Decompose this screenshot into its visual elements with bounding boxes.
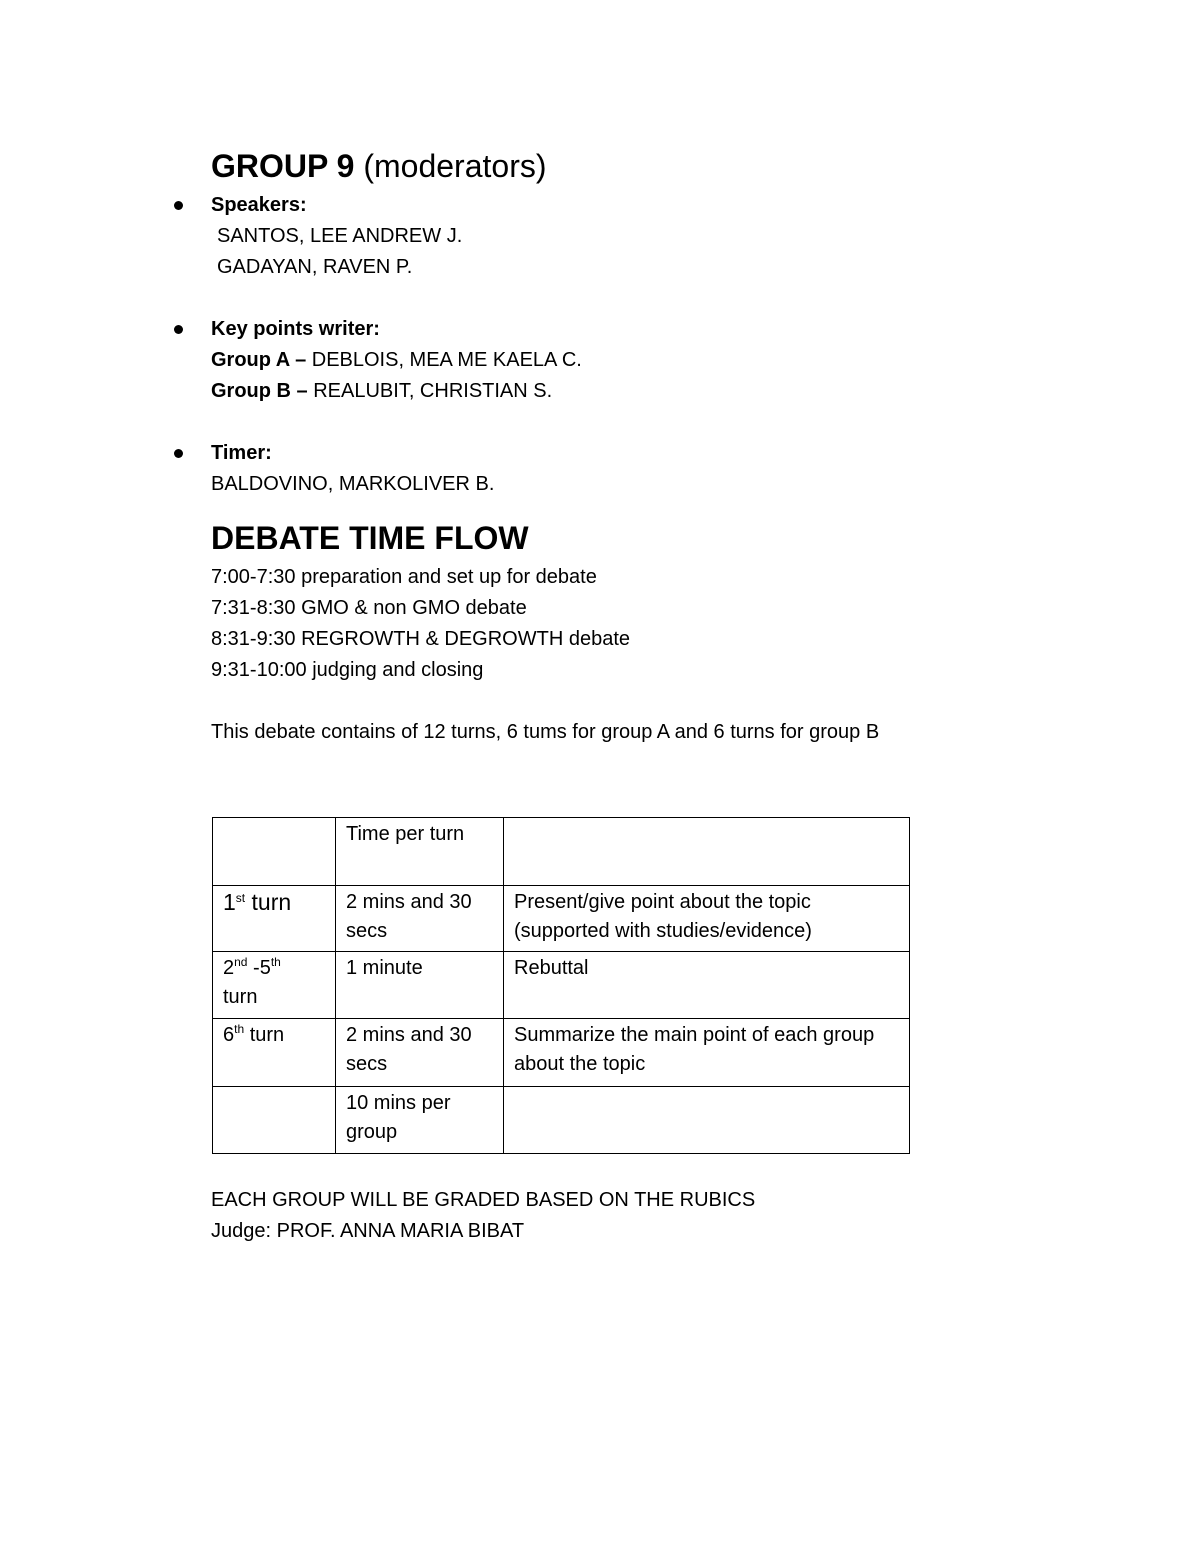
turn-label	[213, 1019, 336, 1087]
key-points-label: Key points writer:	[211, 318, 380, 340]
total-time: 10 mins per group	[336, 1087, 504, 1154]
table-header-time: Time per turn	[336, 818, 504, 886]
spacer	[211, 407, 971, 438]
table-cell	[504, 818, 910, 886]
group-b-label: Group B –	[211, 380, 308, 402]
time-flow-item: 8:31-9:30 REGROWTH & DEGROWTH debate	[211, 628, 631, 650]
turn-time: 2 mins and 30 secs	[336, 1019, 504, 1087]
turn-word: turn	[245, 889, 292, 915]
turn-description: Present/give point about the topic (supported with studies/evidence)	[504, 886, 910, 952]
turn-word: turn	[223, 986, 258, 1008]
turn-ordinal: nd	[234, 955, 248, 969]
speaker-name: SANTOS, LEE ANDREW J.	[217, 225, 463, 247]
timer-section	[211, 438, 971, 500]
turn-time: 1 minute	[336, 952, 504, 1019]
group-title	[211, 142, 971, 190]
bullet-icon	[174, 449, 183, 458]
group-b-name: REALUBIT, CHRISTIAN S.	[307, 380, 553, 402]
table-row	[213, 886, 910, 952]
key-points-section	[211, 314, 971, 407]
judge-line: Judge: PROF. ANNA MARIA BIBAT	[211, 1220, 525, 1242]
time-flow-item: 7:00-7:30 preparation and set up for debate	[211, 566, 597, 588]
group-a-writer	[211, 345, 971, 376]
grading-note: EACH GROUP WILL BE GRADED BASED ON THE RUBICS	[211, 1189, 756, 1211]
timer-name: BALDOVINO, MARKOLIVER B.	[211, 473, 495, 495]
bullet-icon	[174, 325, 183, 334]
group-a-name: DEBLOIS, MEA ME KAELA C.	[306, 349, 582, 371]
turn-word: turn	[244, 1024, 285, 1046]
table-header-row	[213, 818, 910, 886]
turn-range: -5	[247, 957, 271, 979]
group-title-bold: GROUP 9	[211, 148, 355, 184]
spacer	[211, 686, 971, 717]
table-cell	[213, 1087, 336, 1154]
timer-label: Timer:	[211, 442, 272, 464]
turns-table	[212, 817, 910, 1154]
speakers-label: Speakers:	[211, 194, 307, 216]
bullet-icon	[174, 201, 183, 210]
time-flow-item: 9:31-10:00 judging and closing	[211, 659, 484, 681]
turn-label	[213, 886, 336, 952]
turn-number: 6	[223, 1024, 235, 1046]
turn-description: Summarize the main point of each group about the topic	[504, 1019, 910, 1087]
speaker-name: GADAYAN, RAVEN P.	[217, 256, 413, 278]
spacer	[211, 283, 971, 314]
group-title-rest: (moderators)	[354, 148, 547, 184]
document-content	[211, 142, 971, 748]
speakers-section	[211, 190, 971, 283]
turn-ordinal: st	[235, 891, 246, 905]
turn-number: 1	[223, 889, 236, 915]
time-flow-item: 7:31-8:30 GMO & non GMO debate	[211, 597, 527, 619]
turn-label	[213, 952, 336, 1019]
table-row	[213, 1019, 910, 1087]
table-total-row	[213, 1087, 910, 1154]
turn-ordinal: th	[270, 955, 281, 969]
time-flow-heading: DEBATE TIME FLOW	[211, 520, 529, 556]
group-b-writer	[211, 376, 971, 407]
table-row	[213, 952, 910, 1019]
turn-description: Rebuttal	[504, 952, 910, 1019]
group-a-label: Group A –	[211, 349, 307, 371]
turns-summary: This debate contains of 12 turns, 6 tums for group A and 6 turns for group B	[211, 721, 880, 743]
table-cell	[213, 818, 336, 886]
table-cell	[504, 1087, 910, 1154]
turn-ordinal: th	[234, 1022, 245, 1036]
turn-time: 2 mins and 30 secs	[336, 886, 504, 952]
footer	[211, 1185, 755, 1247]
turn-number: 2	[223, 957, 235, 979]
